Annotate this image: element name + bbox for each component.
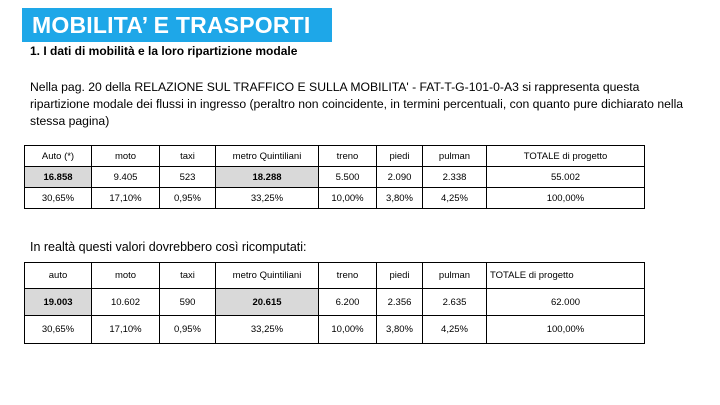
header-cell: TOTALE di progetto xyxy=(487,146,645,167)
value-cell: 20.615 xyxy=(216,289,319,316)
value-cell: 55.002 xyxy=(487,167,645,188)
value-cell: 5.500 xyxy=(319,167,377,188)
percent-cell: 100,00% xyxy=(487,316,645,344)
percent-cell: 0,95% xyxy=(160,188,216,209)
header-cell: moto xyxy=(92,146,160,167)
value-cell: 6.200 xyxy=(319,289,377,316)
percent-cell: 4,25% xyxy=(423,188,487,209)
value-cell: 62.000 xyxy=(487,289,645,316)
header-cell: pulman xyxy=(423,263,487,289)
table-header-row xyxy=(25,146,645,167)
value-cell: 523 xyxy=(160,167,216,188)
percent-cell: 17,10% xyxy=(92,188,160,209)
value-cell: 2.090 xyxy=(377,167,423,188)
value-cell: 10.602 xyxy=(92,289,160,316)
percent-cell: 100,00% xyxy=(487,188,645,209)
header-cell: pulman xyxy=(423,146,487,167)
value-cell: 2.635 xyxy=(423,289,487,316)
header-cell: piedi xyxy=(377,263,423,289)
header-cell: moto xyxy=(92,263,160,289)
percent-cell: 10,00% xyxy=(319,188,377,209)
table-percent-row xyxy=(25,316,645,344)
table-percent-row xyxy=(25,188,645,209)
percent-cell: 33,25% xyxy=(216,316,319,344)
page-title: MOBILITA’ E TRASPORTI xyxy=(22,8,332,42)
table-values-row xyxy=(25,167,645,188)
percent-cell: 33,25% xyxy=(216,188,319,209)
percent-cell: 30,65% xyxy=(25,316,92,344)
table-header-row xyxy=(25,263,645,289)
percent-cell: 3,80% xyxy=(377,188,423,209)
value-cell: 9.405 xyxy=(92,167,160,188)
header-cell: TOTALE di progetto xyxy=(487,263,645,289)
header-cell: metro Quintiliani xyxy=(216,146,319,167)
value-cell: 16.858 xyxy=(25,167,92,188)
value-cell: 19.003 xyxy=(25,289,92,316)
header-cell: taxi xyxy=(160,146,216,167)
modal-split-table-original xyxy=(24,145,645,209)
recomputed-intro: In realtà questi valori dovrebbero così ricomputati: xyxy=(30,240,307,254)
section-subtitle: 1. I dati di mobilità e la loro ripartizione modale xyxy=(30,44,298,58)
percent-cell: 0,95% xyxy=(160,316,216,344)
header-cell: treno xyxy=(319,146,377,167)
header-cell: metro Quintiliani xyxy=(216,263,319,289)
percent-cell: 30,65% xyxy=(25,188,92,209)
percent-cell: 10,00% xyxy=(319,316,377,344)
header-cell: piedi xyxy=(377,146,423,167)
percent-cell: 3,80% xyxy=(377,316,423,344)
intro-paragraph: Nella pag. 20 della RELAZIONE SUL TRAFFICO E SULLA MOBILITA' - FAT-T-G-101-0-A3 si rappresenta questa ripartizione modale dei flussi in ingresso (peraltro non coincidente, in termini percentuali, con quanto pure dichiarato nella stessa pagina) xyxy=(30,80,684,128)
table-values-row xyxy=(25,289,645,316)
header-cell: treno xyxy=(319,263,377,289)
value-cell: 18.288 xyxy=(216,167,319,188)
value-cell: 2.338 xyxy=(423,167,487,188)
percent-cell: 17,10% xyxy=(92,316,160,344)
modal-split-table-recomputed xyxy=(24,262,645,344)
value-cell: 590 xyxy=(160,289,216,316)
header-cell: taxi xyxy=(160,263,216,289)
header-cell: auto xyxy=(25,263,92,289)
value-cell: 2.356 xyxy=(377,289,423,316)
percent-cell: 4,25% xyxy=(423,316,487,344)
header-cell: Auto (*) xyxy=(25,146,92,167)
